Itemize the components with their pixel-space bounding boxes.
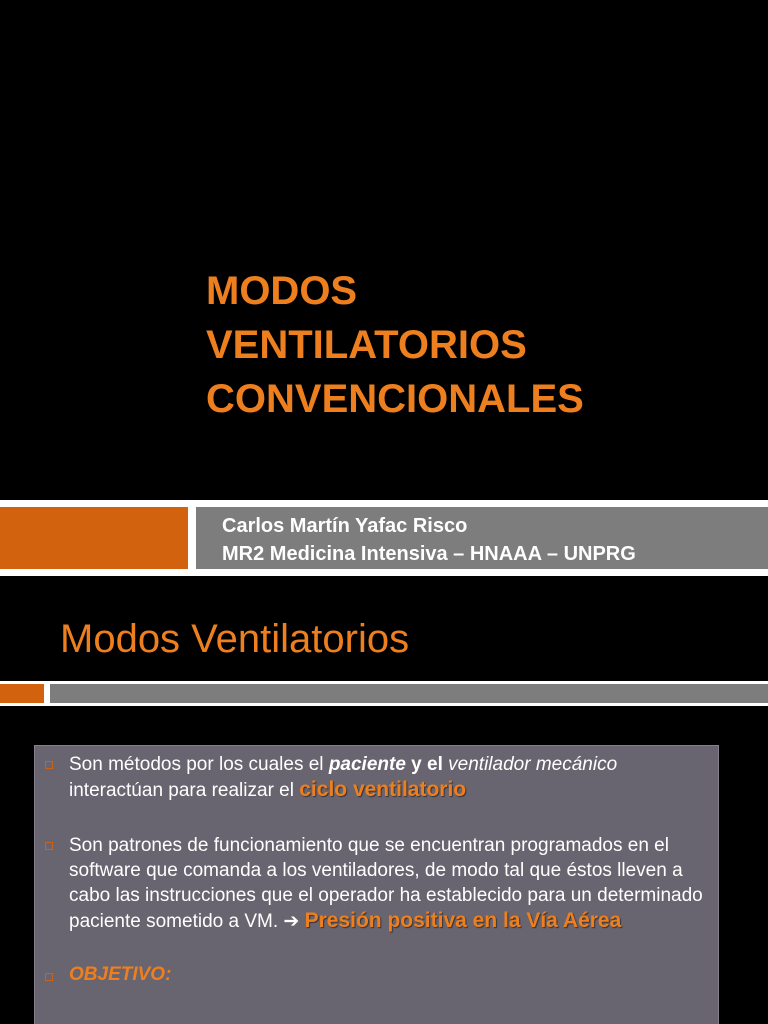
list-item (69, 752, 708, 803)
divider-gray-block-2 (50, 684, 768, 703)
content-slide (0, 577, 768, 1024)
arrow-right-icon: ➔ (283, 911, 300, 932)
author-name: Carlos Martín Yafac Risco (222, 515, 468, 537)
square-bullet-icon (45, 761, 53, 769)
list-item (69, 833, 708, 934)
item2-highlight: Presión positiva en la Vía Aérea (304, 909, 622, 932)
slide-title (206, 264, 746, 426)
author-block (222, 512, 762, 568)
author-affiliation: MR2 Medicina Intensiva – HNAAA – UNPRG (222, 543, 636, 565)
slide2-title: Modos Ventilatorios (60, 617, 410, 661)
square-bullet-icon (45, 973, 53, 981)
item2-text: Son patrones de funcionamiento que se encuentran programados en el software que comanda a los ventiladores, de modo tal que éstos lleven a cabo las instrucciones que el operador ha establecido para un determinado paciente sometido a VM. (69, 835, 703, 932)
objective-text: OBJETIVO: (69, 964, 172, 985)
title-line-2: VENTILATORIOS (206, 323, 527, 367)
divider-orange-block-2 (0, 684, 44, 703)
item1-ventilador: ventilador mecánico (448, 754, 618, 775)
divider-orange-block (0, 507, 188, 569)
item1-paciente: paciente (328, 754, 406, 775)
square-bullet-icon (45, 842, 53, 850)
title-line-1: MODOS (206, 269, 358, 313)
content-box (34, 745, 719, 1024)
objective-label (69, 964, 708, 986)
item1-highlight: ciclo ventilatorio (299, 778, 467, 801)
item1-pre: Son métodos por los cuales el (69, 754, 329, 775)
item1-mid: interactúan para realizar el (69, 780, 300, 801)
item1-y-el: y el (405, 754, 449, 775)
title-line-3: CONVENCIONALES (206, 377, 584, 421)
